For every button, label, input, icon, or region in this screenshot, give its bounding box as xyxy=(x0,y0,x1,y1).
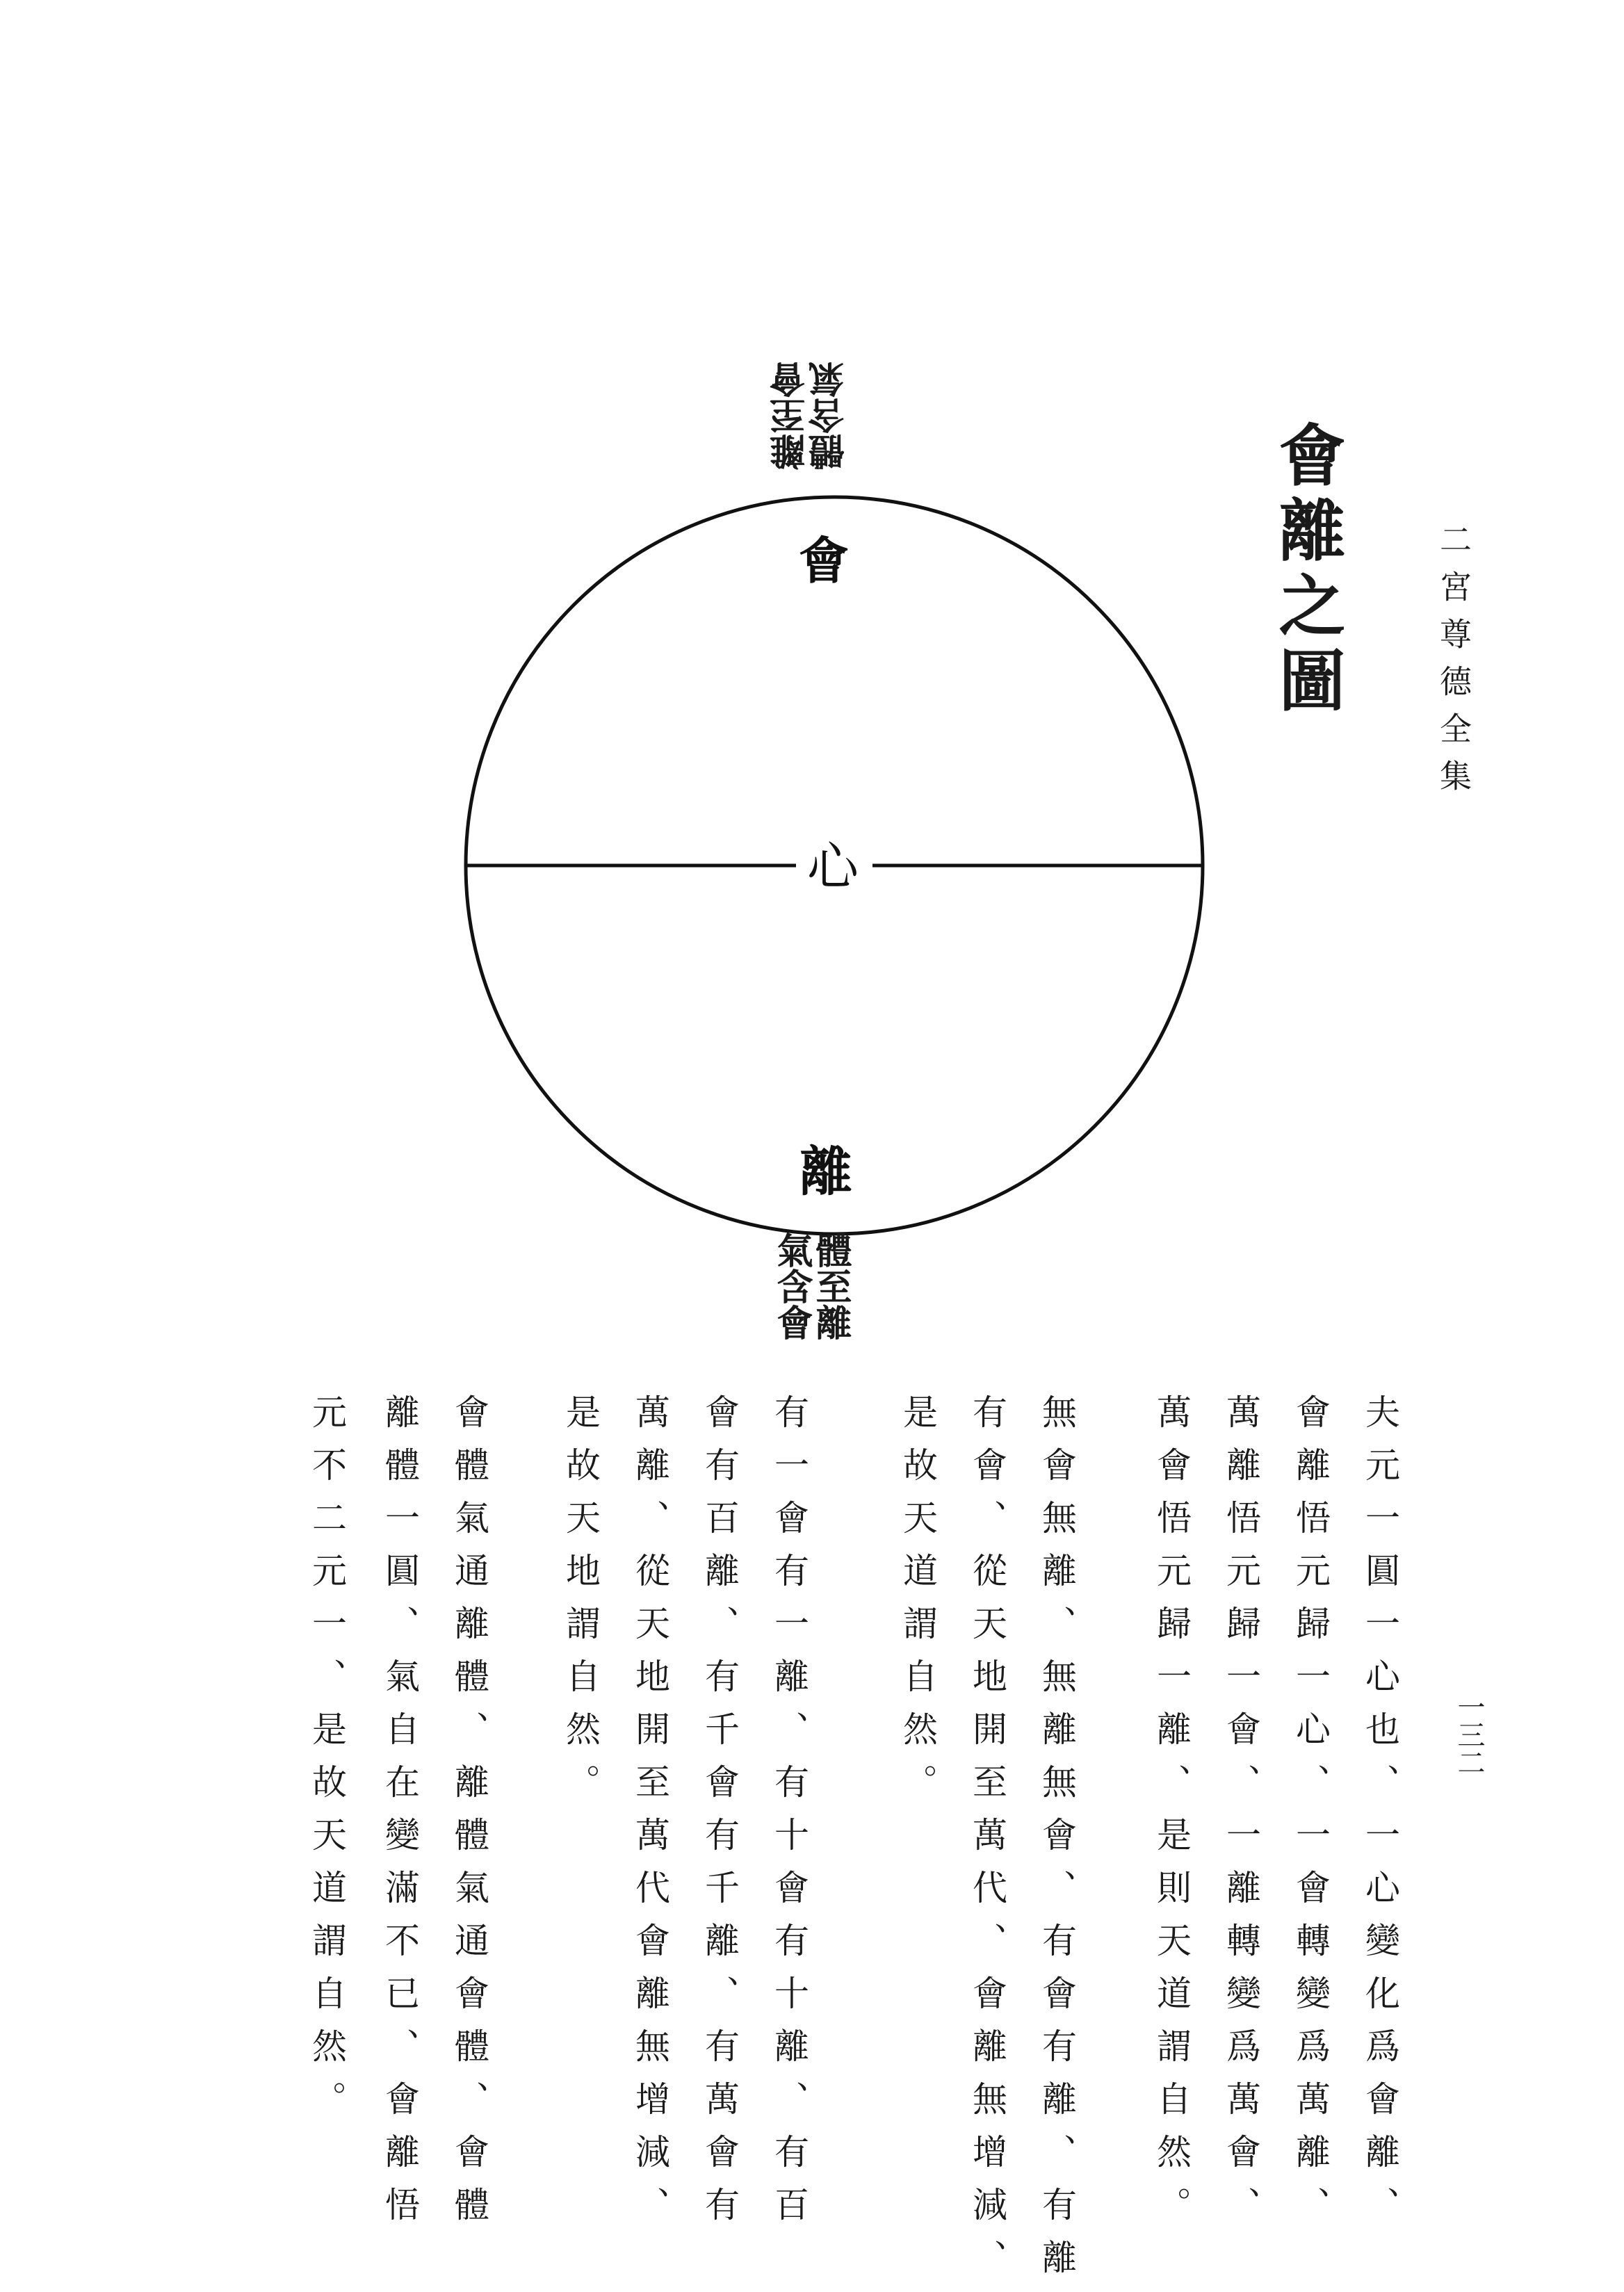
text-column: 元不二元一、是故天道謂自然。 xyxy=(307,1394,347,2133)
page-number: 一三二 xyxy=(1453,1693,1485,1776)
top-caption-line: 離至會 xyxy=(770,361,812,470)
text-column: 是故天地謂自然。 xyxy=(560,1394,601,1816)
text-column: 萬會悟元歸一離、是則天道謂自然。 xyxy=(1151,1394,1192,2239)
text-column: 萬離悟元歸一會、一離轉變爲萬會、 xyxy=(1221,1394,1261,2239)
text-column: 離體一圓、氣自在變滿不已、會離悟 xyxy=(380,1394,420,2239)
text-column: 是故天道謂自然。 xyxy=(898,1394,938,1816)
top-caption-line: 體含氣 xyxy=(809,361,851,470)
top-caption xyxy=(772,361,850,470)
text-column: 有一會有一離、有十會有十離、有百 xyxy=(769,1394,809,2239)
center-label: 心 xyxy=(807,837,859,897)
text-column: 萬離、從天地開至萬代會離無增減、 xyxy=(630,1394,670,2239)
bottom-caption-line: 體至離 xyxy=(809,1232,852,1340)
text-column: 無會無離、無離無會、有會有離、有離 xyxy=(1037,1394,1077,2292)
bottom-caption xyxy=(772,1232,850,1340)
bottom-caption-line: 氣含會 xyxy=(770,1232,813,1340)
text-column: 會體氣通離體、離體氣通會體、會體 xyxy=(449,1394,489,2239)
circle-top-label: 會 xyxy=(798,531,850,590)
circle-bottom-label: 離 xyxy=(799,1141,852,1203)
book-title: 二宮尊德全集 xyxy=(1435,523,1472,806)
text-column: 有會、從天地開至萬代、會離無增減、 xyxy=(967,1394,1007,2292)
text-column: 夫元一圓一心也、一心變化爲會離、 xyxy=(1360,1394,1400,2239)
figure-title: 會離之圖 xyxy=(1268,421,1347,721)
text-column: 會離悟元歸一心、一會轉變爲萬離、 xyxy=(1290,1394,1331,2239)
text-column: 會有百離、有千會有千離、有萬會有 xyxy=(699,1394,740,2239)
